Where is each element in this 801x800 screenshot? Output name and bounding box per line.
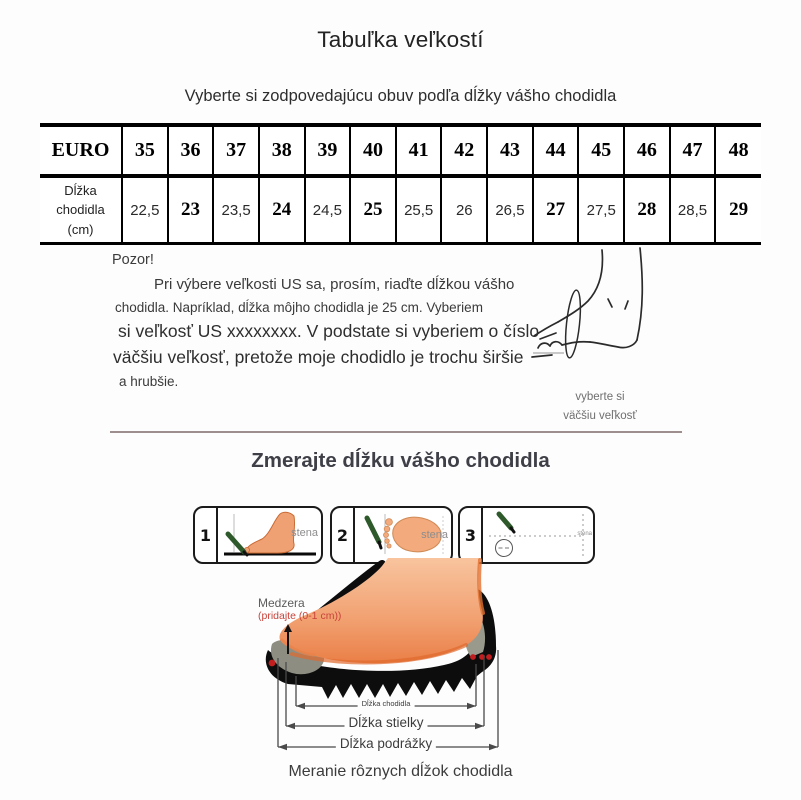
gap-label-value: (pridajte (0-1 cm)) (258, 610, 342, 622)
wall-label: stena (291, 527, 318, 539)
ankle-sketch-illustration (530, 243, 685, 373)
euro-size-cell: 39 (305, 125, 351, 176)
length-row-header (40, 176, 122, 244)
length-cell: 22,5 (122, 176, 168, 244)
euro-row-header: EURO (51, 139, 110, 161)
notice-title: Pozor! (112, 252, 154, 268)
length-cell: 23,5 (213, 176, 259, 244)
euro-size-cell: 38 (259, 125, 305, 176)
wall-label: stena (577, 531, 592, 537)
gap-label-title: Medzera (258, 596, 305, 610)
length-header-line: (cm) (67, 221, 94, 237)
euro-size-cell: 40 (350, 125, 396, 176)
step-number: 2 (332, 508, 355, 562)
length-cell: 23 (168, 176, 214, 244)
page-subtitle: Vyberte si zodpovedajúcu obuv podľa dĺžky vášho chodidla (184, 87, 617, 105)
euro-size-cell: 45 (578, 125, 624, 176)
wall-label: stena (421, 529, 448, 541)
euro-size-cell: 44 (533, 125, 579, 176)
step-number: 3 (460, 508, 483, 562)
length-cell: 25 (350, 176, 396, 244)
euro-size-cell: 43 (487, 125, 533, 176)
notice-line: chodidla. Napríklad, dĺžka môjho chodidla je 25 cm. Vyberiem (115, 300, 483, 315)
length-header-line: Dĺžka (64, 182, 97, 198)
euro-size-cell: 42 (441, 125, 487, 176)
size-table-length-row (40, 176, 761, 244)
sketch-caption-line: vyberte si (575, 391, 625, 403)
size-table (40, 123, 761, 245)
insole-length-arrow-label: Dĺžka stielky (344, 715, 427, 730)
notice-line: väčšiu veľkosť, pretože moje chodidlo je trochu širšie (113, 347, 524, 367)
length-cell: 24,5 (305, 176, 351, 244)
step-number: 1 (195, 508, 218, 562)
euro-size-cell: 47 (670, 125, 716, 176)
length-cell: 24 (259, 176, 305, 244)
outsole-length-arrow-label: Dĺžka podrážky (336, 736, 436, 751)
euro-size-cell: 36 (168, 125, 214, 176)
length-cell: 28 (624, 176, 670, 244)
notice-line: si veľkosť US xxxxxxxx. V podstate si vyberiem o číslo (118, 321, 540, 341)
figure-caption: Meranie rôznych dĺžok chodidla (288, 763, 513, 780)
measure-section-heading: Zmerajte dĺžku vášho chodidla (251, 449, 550, 472)
euro-size-cell: 37 (213, 125, 259, 176)
length-header-line: chodidla (56, 202, 105, 218)
euro-size-cell: 48 (715, 125, 761, 176)
length-cell: 26 (441, 176, 487, 244)
euro-size-cell: 46 (624, 125, 670, 176)
page-title: Tabuľka veľkostí (317, 27, 484, 52)
foot-length-arrow-label: Dĺžka chodidla (358, 699, 415, 708)
sketch-caption-line: väčšiu veľkosť (563, 410, 637, 422)
length-cell: 25,5 (396, 176, 442, 244)
notice-line: Pri výbere veľkosti US sa, prosím, riaďte dĺžkou vášho (154, 276, 515, 293)
length-cell: 26,5 (487, 176, 533, 244)
us-size-notice (112, 252, 564, 389)
size-table-euro-row (40, 125, 761, 176)
euro-size-cell: 35 (122, 125, 168, 176)
section-divider (110, 431, 682, 433)
length-cell: 27,5 (578, 176, 624, 244)
length-cell: 27 (533, 176, 579, 244)
notice-line: a hrubšie. (119, 374, 179, 389)
sketch-caption (538, 388, 662, 426)
euro-size-cell: 41 (396, 125, 442, 176)
length-cell: 29 (715, 176, 761, 244)
gap-label (258, 597, 341, 623)
length-cell: 28,5 (670, 176, 716, 244)
